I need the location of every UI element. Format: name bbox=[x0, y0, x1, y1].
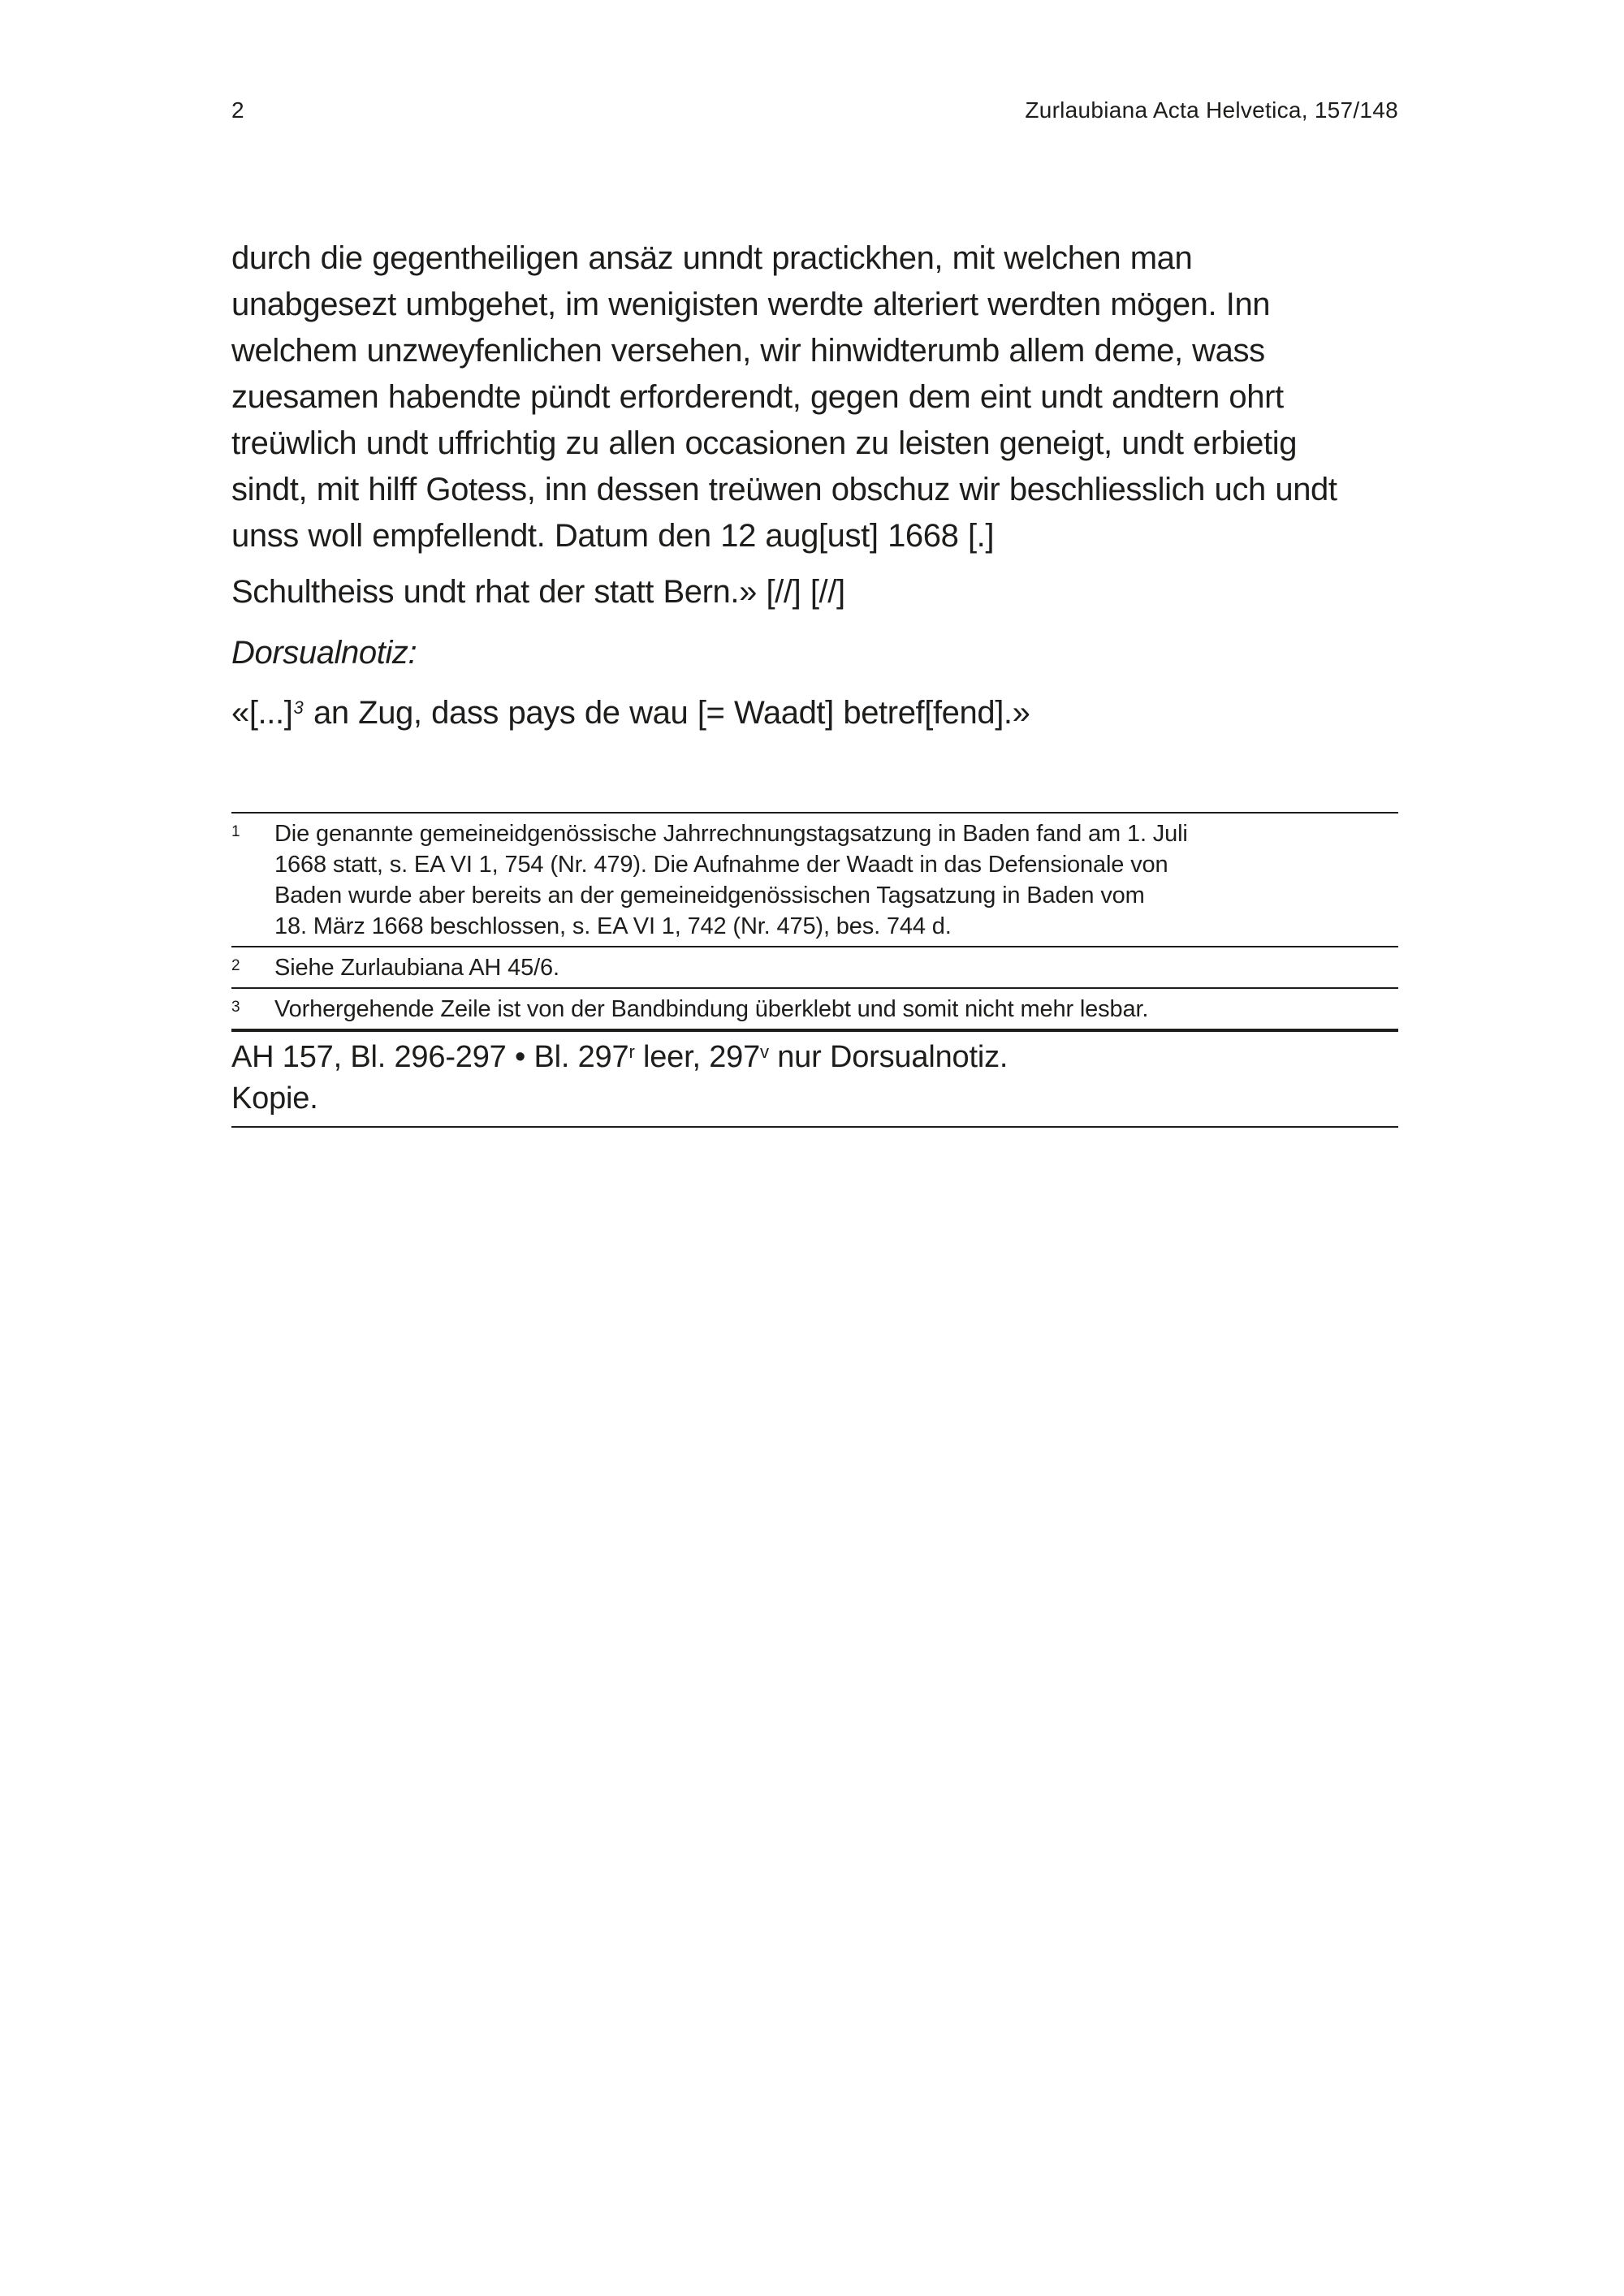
body-line: sindt, mit hilff Gotess, inn dessen treüwen obschuz wir beschliesslich uch undt bbox=[231, 472, 1337, 507]
body-line: treüwlich undt uffrichtig zu allen occasionen zu leisten geneigt, undt erbietig bbox=[231, 425, 1298, 461]
body-line: Schultheiss undt rhat der statt Bern.» [//] [//] bbox=[231, 574, 845, 610]
body-line bbox=[231, 690, 1398, 740]
page-header bbox=[231, 96, 1398, 125]
footnote-line: Die genannte gemeineidgenössische Jahrrechnungstagsatzung in Baden fand am 1. Juli bbox=[274, 821, 1188, 847]
footnote-text bbox=[274, 952, 1398, 983]
footnote-line: Baden wurde aber bereits an der gemeineidgenössischen Tagsatzung in Baden vom bbox=[274, 883, 1145, 908]
footnote-marker: 2 bbox=[231, 957, 240, 974]
source-citation bbox=[231, 1038, 1398, 1080]
quote-text: an Zug, dass pays de wau [= Waadt] betref[fend].» bbox=[304, 695, 1030, 731]
footnote-text bbox=[274, 818, 1398, 942]
body-line: unabgesezt umbgehet, im wenigisten werdte alteriert werdten mögen. Inn bbox=[231, 287, 1271, 322]
source-text: nur Dorsualnotiz. bbox=[768, 1040, 1009, 1074]
body-line: welchem unzweyfenlichen versehen, wir hinwidterumb allem deme, wass bbox=[231, 333, 1265, 369]
recto-superscript: r bbox=[628, 1041, 635, 1062]
footnote-3 bbox=[231, 989, 1398, 1029]
footnote-1 bbox=[231, 814, 1398, 946]
dorsualnotiz-label bbox=[231, 630, 1398, 676]
footnote-line: Siehe Zurlaubiana AH 45/6. bbox=[274, 955, 559, 981]
footnote-text bbox=[274, 994, 1398, 1025]
source-type: Kopie. bbox=[231, 1081, 318, 1116]
verso-superscript: v bbox=[760, 1041, 769, 1062]
footnote-marker: 3 bbox=[231, 999, 240, 1016]
dorsualnotiz-quote bbox=[231, 690, 1398, 740]
source-text: leer, 297 bbox=[634, 1040, 761, 1074]
body-line: durch die gegentheiligen ansäz unndt practickhen, mit welchen man bbox=[231, 240, 1193, 276]
source-block bbox=[231, 1032, 1398, 1126]
signature-paragraph bbox=[231, 569, 1398, 615]
footnote-marker: 1 bbox=[231, 823, 240, 840]
footnote-line: 18. März 1668 beschlossen, s. EA VI 1, 742 (Nr. 475), bes. 744 d. bbox=[274, 913, 952, 939]
footnote-2 bbox=[231, 947, 1398, 987]
footnote-reference: 3 bbox=[293, 697, 304, 718]
source-text: AH 157, Bl. 296-297 • Bl. 297 bbox=[231, 1040, 629, 1074]
body-line: unss woll empfellendt. Datum den 12 aug[ust] 1668 [.] bbox=[231, 518, 995, 554]
page-number: 2 bbox=[231, 97, 244, 123]
footnote-area bbox=[231, 812, 1398, 1128]
bottom-separator bbox=[231, 1126, 1398, 1128]
body-line: zuesamen habendte pündt erforderendt, gegen dem eint undt andtern ohrt bbox=[231, 379, 1284, 415]
body-line: Dorsualnotiz: bbox=[231, 635, 417, 671]
page-content bbox=[231, 0, 1398, 1128]
footnote-line: Vorhergehende Zeile ist von der Bandbindung überklebt und somit nicht mehr lesbar. bbox=[274, 996, 1149, 1022]
main-paragraph bbox=[231, 235, 1398, 559]
quote-prefix: «[...] bbox=[231, 695, 293, 731]
footnote-line: 1668 statt, s. EA VI 1, 754 (Nr. 479). Die Aufnahme der Waadt in das Defensionale von bbox=[274, 852, 1168, 878]
running-title: Zurlaubiana Acta Helvetica, 157/148 bbox=[1025, 97, 1398, 123]
